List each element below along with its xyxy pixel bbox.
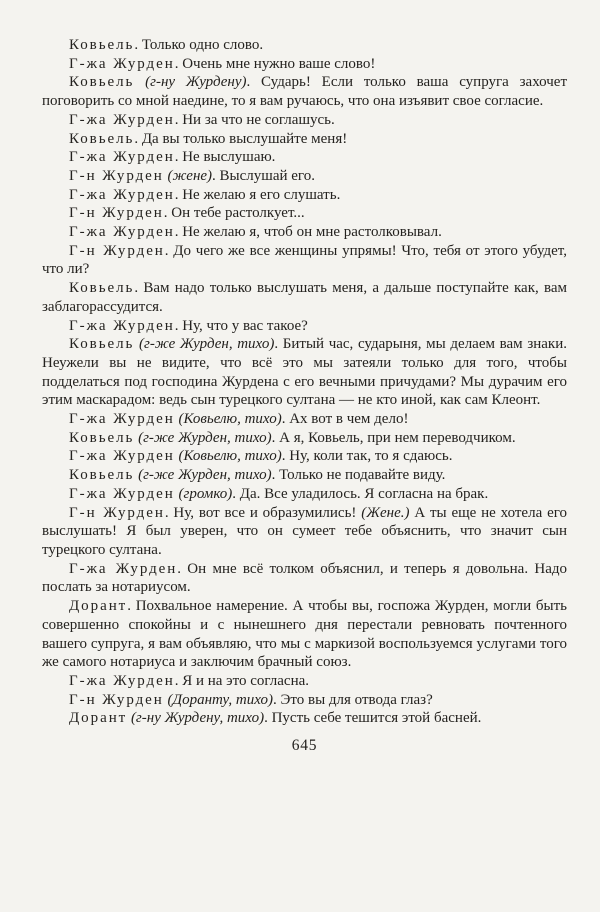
page-text (42, 36, 567, 728)
stage-direction: (жене) (167, 167, 213, 184)
dialogue-text: . Это вы для отвода глаз? (273, 691, 433, 708)
dialogue-text: А ты еще не хотела его выслушать! Я был уверен, что он сумеет тебе объяснить, что значит сын турецкого султана. (42, 504, 568, 558)
paragraph (42, 55, 567, 74)
dialogue-text: . Вам надо только выслушать меня, а дальше поступайте как, вам заблагорассудится. (42, 280, 567, 315)
paragraph (42, 709, 567, 728)
speaker-name: Г-жа Журден (69, 55, 175, 72)
speaker-name: Ковьель (69, 74, 135, 91)
paragraph (42, 36, 567, 55)
speaker-name: Г-н Журден (69, 504, 165, 521)
paragraph (42, 242, 567, 279)
speaker-name: Ковьель (69, 429, 135, 446)
speaker-name: Г-жа Журден (69, 485, 175, 502)
paragraph (42, 111, 567, 130)
speaker-name: Г-н Журден (69, 167, 164, 184)
paragraph (42, 504, 567, 560)
dialogue-text: . Битый час, сударыня, мы делаем вам знаки. Неужели вы не видите, что всё это мы затеяли только для того, чтобы подделаться под господина Журдена с его вечными причудами? Мы дурачим его этим маскарадом: ведь сын турецкого султана — не кто иной, как сам Клеонт. (42, 336, 567, 409)
dialogue-text: . Он тебе растолкует... (163, 205, 305, 222)
paragraph (42, 279, 567, 316)
speaker-name: Ковьель (69, 130, 135, 147)
stage-direction: (Доранту, тихо) (167, 691, 273, 708)
dialogue-text: . Ах вот в чем дело! (281, 411, 409, 428)
speaker-name: Дорант (69, 710, 128, 727)
stage-direction: (г-ну Журдену, тихо) (130, 710, 265, 727)
speaker-name: Г-жа Журден (69, 411, 175, 428)
speaker-name: Ковьель (69, 467, 135, 484)
paragraph (42, 447, 567, 466)
paragraph (42, 485, 567, 504)
dialogue-text: . До чего же все женщины упрямы! Что, тебя от этого убудет, что ли? (42, 242, 567, 278)
paragraph (42, 335, 567, 410)
stage-direction: (Ковьелю, тихо) (178, 448, 282, 465)
speaker-name: Ковьель (69, 37, 135, 53)
speaker-name: Г-жа Журден (69, 111, 175, 128)
speaker-name: Г-жа Журден (69, 448, 175, 465)
stage-direction: (громко) (178, 485, 233, 502)
paragraph (42, 429, 567, 448)
paragraph (42, 148, 567, 167)
dialogue-text: . Ну, что у вас такое? (174, 317, 308, 334)
paragraph (42, 186, 567, 205)
dialogue-text: . Сударь! Если только ваша супруга захочет поговорить со мной наедине, то я вам ручаюсь, что она изъявит свое согласие. (42, 74, 567, 110)
page-number: 645 (291, 737, 318, 755)
dialogue-text: . Он мне всё толком объяснил, и теперь я довольна. Надо послать за нотариусом. (42, 560, 567, 596)
paragraph (42, 130, 567, 149)
speaker-name: Г-жа Журден (69, 560, 178, 577)
dialogue-text: . Не желаю я, чтоб он мне растолковывал. (174, 224, 442, 241)
stage-direction: (г-же Журден, тихо) (138, 429, 272, 446)
speaker-name: Г-жа Журден (69, 186, 175, 203)
dialogue-text: . А я, Ковьель, при нем переводчиком. (271, 429, 516, 446)
dialogue-text: . Не выслушаю. (174, 149, 276, 166)
paragraph (42, 167, 567, 186)
paragraph (42, 410, 567, 429)
paragraph (42, 204, 567, 223)
speaker-name: Г-н Журден (69, 691, 164, 708)
speaker-name: Дорант (69, 598, 128, 615)
stage-direction: (г-же Журден, тихо) (138, 336, 275, 353)
dialogue-text: . Ни за что не соглашусь. (174, 111, 335, 128)
paragraph (42, 73, 567, 110)
speaker-name: Г-жа Журден (69, 317, 175, 334)
speaker-name: Ковьель (69, 280, 135, 297)
stage-direction: (г-ну Журдену) (145, 74, 247, 91)
speaker-name: Г-жа Журден (69, 672, 175, 689)
dialogue-text: . Только не подавайте виду. (271, 467, 446, 484)
speaker-name: Г-жа Журден (69, 224, 175, 241)
dialogue-text: . Ну, вот все и образумились! (164, 504, 362, 521)
dialogue-text: . Не желаю я его слушать. (174, 186, 341, 203)
speaker-name: Г-жа Журден (69, 149, 175, 166)
paragraph (42, 691, 567, 710)
dialogue-text: . Очень мне нужно ваше слово! (174, 55, 376, 72)
speaker-name: Г-н Журден (69, 205, 164, 222)
dialogue-text: . Ну, коли так, то я сдаюсь. (281, 448, 453, 465)
dialogue-text: . Пусть себе тешится этой басней. (264, 710, 482, 727)
dialogue-text: . Похвальное намерение. А чтобы вы, госпожа Журден, могли быть совершенно спокойны и с нынешнего дня перестали ревновать почтенного вашего супруга, я вам объявляю, что мы с маркизой воспользуемся услугами того же самого нотариуса и заключим брачный союз. (42, 598, 567, 671)
dialogue-text: . Я и на это согласна. (174, 672, 310, 689)
paragraph (42, 223, 567, 242)
dialogue-text: . Да вы только выслушайте меня! (134, 130, 348, 147)
paragraph (42, 672, 567, 691)
paragraph (42, 466, 567, 485)
paragraph (42, 597, 567, 672)
speaker-name: Ковьель (69, 336, 135, 353)
dialogue-text: . Только одно слово. (134, 37, 264, 53)
dialogue-text: . Да. Все уладилось. Я согласна на брак. (232, 485, 489, 502)
paragraph (42, 560, 567, 597)
stage-direction: (Жене.) (361, 504, 410, 521)
paragraph (42, 317, 567, 336)
speaker-name: Г-н Журден (69, 242, 165, 259)
dialogue-text: . Выслушай его. (212, 167, 315, 184)
stage-direction: (г-же Журден, тихо) (138, 467, 272, 484)
stage-direction: (Ковьелю, тихо) (178, 411, 282, 428)
dialogue-text (134, 74, 145, 90)
